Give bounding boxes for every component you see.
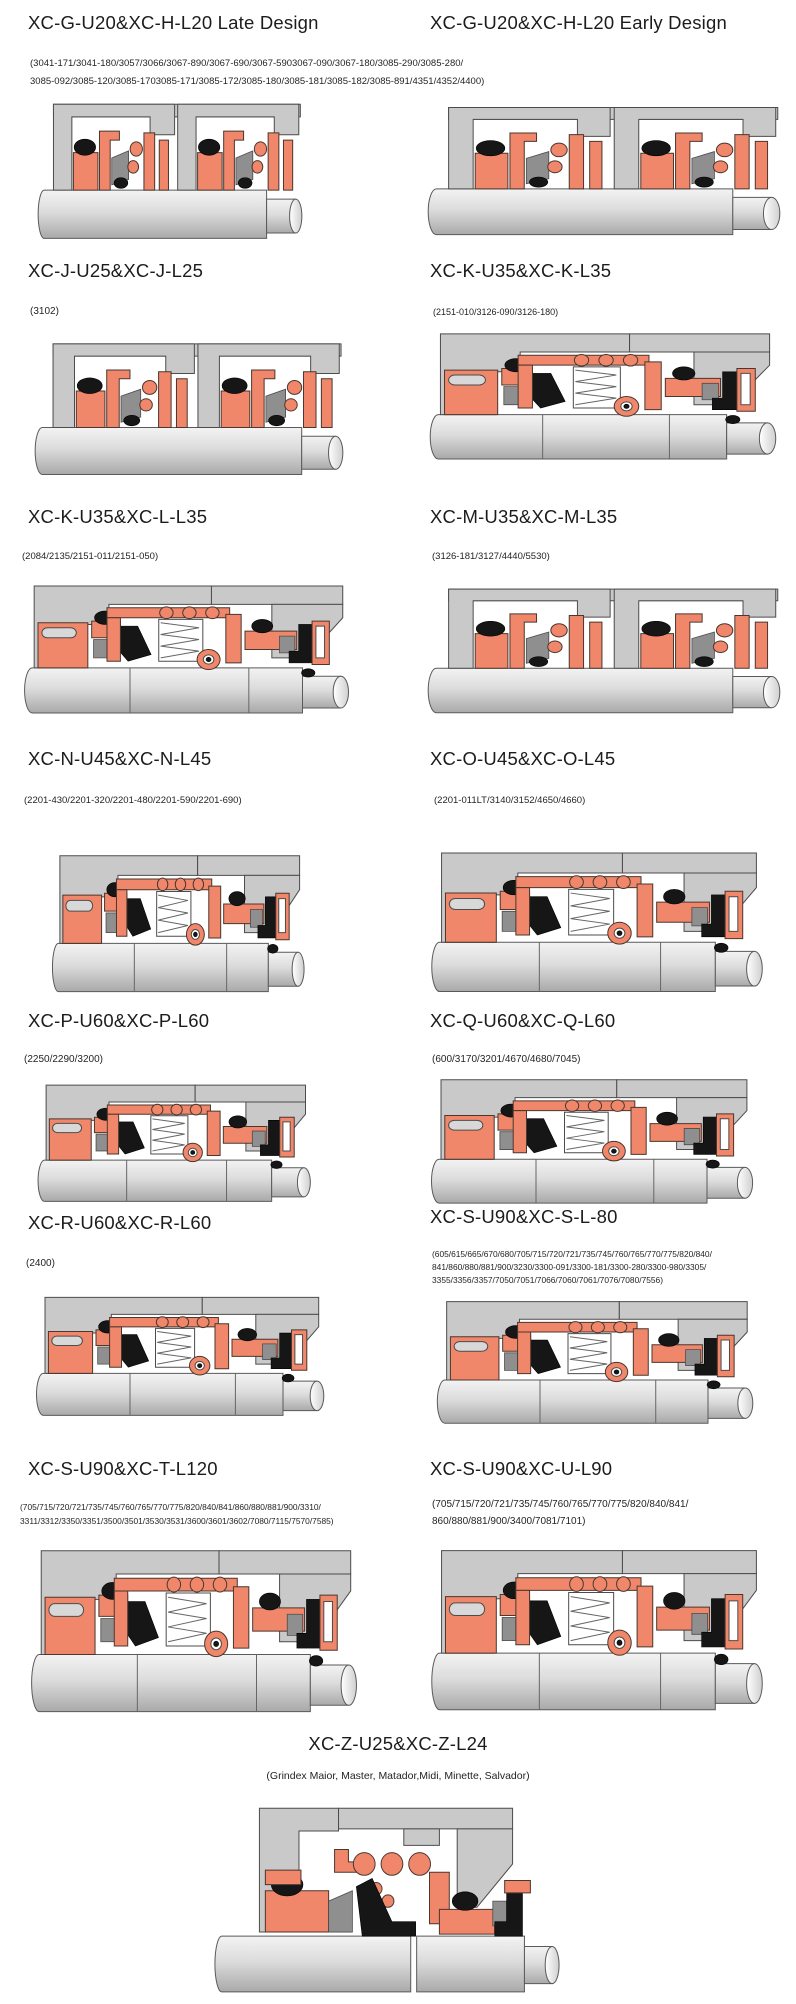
cross-section-drawing: [420, 324, 788, 464]
seal-cross-section-diagram: [420, 94, 788, 238]
seal-entry-title: XC-S-U90&XC-T-L120: [28, 1458, 218, 1479]
elastomer-seal: [526, 897, 561, 935]
cross-section-drawing: [422, 1538, 774, 1716]
drive-pin: [66, 900, 93, 911]
o-ring: [714, 1654, 728, 1664]
o-ring: [238, 178, 252, 189]
part-numbers-line: 860/880/881/900/3400/7081/7101): [432, 1516, 586, 1527]
elastomer-seal: [526, 1601, 561, 1645]
seal-face-ring: [569, 616, 583, 669]
cross-section-drawing: [422, 842, 774, 997]
seal-entry-part-numbers: [432, 1052, 580, 1067]
seal-entry-part-numbers: [30, 55, 484, 91]
seal-seat: [221, 391, 250, 428]
seal-cross-section-diagram: [422, 1538, 774, 1716]
elastomer-seal: [528, 373, 565, 408]
seal-entry-part-numbers: [434, 794, 585, 808]
shaft-shape: [432, 1653, 716, 1710]
seal-entry-part-numbers: [30, 304, 59, 320]
cross-section-drawing: [28, 330, 350, 478]
part-numbers-line: (2400): [26, 1258, 55, 1269]
o-ring: [664, 1592, 686, 1609]
seal-entry-title: XC-K-U35&XC-L-L35: [28, 506, 208, 527]
drive-pin: [52, 1336, 83, 1345]
o-ring: [476, 141, 505, 156]
seal-entry-part-numbers: [20, 1500, 334, 1528]
shaft-end-cap: [545, 1946, 559, 1983]
seal-seat: [198, 153, 223, 191]
cross-section-drawing: [420, 576, 788, 716]
shaft-end-cap: [737, 1167, 752, 1198]
shaft-end-cap: [747, 1664, 763, 1704]
cross-section-drawing: [208, 1800, 564, 1996]
seal-entry-part-numbers: [432, 550, 550, 564]
seal-cross-section-diagram: [45, 845, 313, 997]
drive-pin: [42, 628, 76, 638]
o-ring: [124, 415, 140, 425]
o-ring: [452, 1892, 478, 1911]
drive-pin: [449, 375, 486, 385]
seal-seat: [265, 1891, 328, 1932]
shaft-shape: [428, 189, 733, 235]
seal-entry-part-numbers: [24, 794, 242, 808]
o-ring: [664, 889, 686, 904]
o-ring: [114, 178, 128, 189]
drive-pin: [449, 1120, 483, 1130]
elastomer-seal: [115, 1122, 144, 1154]
o-ring: [672, 367, 694, 380]
o-ring: [77, 378, 102, 394]
shaft-shape: [25, 668, 303, 713]
part-numbers-line: 3085-092/3085-120/3085-1703085-171/3085-172/3085-180/3085-181/3085-182/3085-891/4351/4352/4400): [30, 76, 485, 87]
shaft-end-cap: [763, 676, 779, 707]
seal-entry-title: XC-G-U20&XC-H-L20 Late Design: [28, 12, 319, 33]
shaft-shape: [432, 1159, 708, 1203]
o-ring: [695, 177, 713, 187]
drive-pin: [454, 1342, 488, 1352]
o-ring: [476, 621, 505, 636]
seal-face-ring: [569, 135, 583, 189]
seal-face-ring: [144, 133, 155, 190]
part-numbers-line: (705/715/720/721/735/745/760/765/770/775/820/840/841/: [432, 1499, 689, 1510]
shaft-shape: [35, 428, 302, 475]
seal-face-ring: [268, 133, 279, 190]
shaft-end-cap: [763, 197, 779, 229]
part-numbers-line: (2201-011LT/3140/3152/4650/4660): [434, 795, 586, 806]
shaft-shape: [428, 668, 733, 712]
o-ring: [282, 1374, 294, 1382]
seal-entry-title: XC-Z-U25&XC-Z-L24: [308, 1733, 488, 1754]
seal-entry-part-numbers: [0, 1768, 796, 1784]
wedge: [329, 1891, 353, 1932]
part-numbers-line: (Grindex Maior, Master, Matador,Midi, Minette, Salvador): [266, 1770, 530, 1782]
o-ring: [222, 378, 247, 394]
seal-entry-title: XC-S-U90&XC-S-L-80: [430, 1206, 618, 1227]
cross-section-drawing: [45, 845, 313, 997]
seal-cross-section-diagram: [28, 1288, 334, 1420]
shaft-end-cap: [759, 423, 775, 454]
o-ring: [271, 1161, 282, 1169]
part-numbers-line: (3126-181/3127/4440/5530): [432, 551, 550, 562]
part-numbers-line: (600/3170/3201/4670/4680/7045): [432, 1054, 581, 1065]
seal-seat: [475, 153, 508, 189]
seal-entry-title: XC-P-U60&XC-P-L60: [28, 1010, 210, 1031]
drive-pin: [49, 1604, 84, 1617]
part-numbers-line: (705/715/720/721/735/745/760/765/770/775/820/840/841/860/880/881/900/3310/: [20, 1502, 321, 1512]
cross-section-drawing: [32, 90, 308, 242]
part-numbers-line: (2084/2135/2151-011/2151-050): [22, 551, 159, 562]
seal-seat: [73, 153, 98, 191]
shaft-shape: [432, 942, 716, 991]
shaft-end-cap: [341, 1665, 356, 1705]
seal-entry-title: XC-N-U45&XC-N-L45: [28, 748, 212, 769]
seal-entry-part-numbers: [22, 550, 158, 564]
shaft-end-cap: [747, 951, 763, 986]
o-ring: [642, 621, 671, 636]
seal-cross-section-diagram: [30, 1076, 320, 1206]
seal-entry-part-numbers: [26, 1256, 55, 1271]
seal-cross-section-diagram: [32, 90, 308, 242]
cross-section-drawing: [30, 1076, 320, 1206]
seal-entry-title: XC-Q-U60&XC-Q-L60: [430, 1010, 616, 1031]
o-ring: [229, 891, 245, 905]
drive-pin: [449, 899, 484, 910]
cross-section-drawing: [28, 1288, 334, 1420]
seal-entry-title: XC-S-U90&XC-U-L90: [430, 1458, 613, 1479]
seal-entry-title: XC-O-U45&XC-O-L45: [430, 748, 616, 769]
elastomer-seal: [124, 899, 151, 937]
o-ring: [642, 141, 671, 156]
seal-seat: [641, 634, 674, 669]
seal-face-ring: [303, 372, 316, 428]
part-numbers-line: (2201-430/2201-320/2201-480/2201-590/2201-690): [24, 795, 242, 806]
seal-cross-section-diagram: [428, 1292, 764, 1428]
o-ring: [238, 1328, 257, 1340]
o-ring: [268, 944, 278, 953]
o-ring: [695, 657, 713, 667]
elastomer-seal: [117, 626, 151, 661]
o-ring: [74, 139, 95, 155]
cross-section-drawing: [22, 1538, 368, 1718]
o-ring: [659, 1334, 680, 1347]
o-ring: [706, 1160, 719, 1168]
seal-entry-part-numbers: [24, 1052, 103, 1067]
o-ring: [309, 1656, 322, 1667]
part-numbers-line: (2250/2290/3200): [24, 1054, 103, 1065]
seal-cross-section-diagram: [22, 1538, 368, 1718]
cross-section-drawing: [428, 1292, 764, 1428]
seal-cross-section-diagram: [28, 330, 350, 478]
o-ring: [714, 943, 728, 952]
seal-cross-section-diagram: [15, 576, 360, 718]
elastomer-seal: [523, 1119, 557, 1153]
shaft-shape: [38, 190, 266, 238]
seal-cross-section-diagram: [208, 1800, 564, 1996]
shaft-shape: [437, 1380, 708, 1423]
elastomer-seal: [118, 1335, 149, 1368]
seal-entry-part-numbers: [433, 305, 558, 319]
shaft-end-cap: [297, 1168, 310, 1197]
shaft-shape: [430, 415, 726, 459]
drive-pin: [449, 1603, 484, 1616]
seal-seat: [76, 391, 105, 428]
o-ring: [252, 619, 273, 632]
shaft-end-cap: [292, 952, 304, 986]
part-numbers-line: (3102): [30, 306, 59, 317]
o-ring: [198, 139, 219, 155]
o-ring: [269, 415, 285, 425]
seal-cross-section-diagram: [420, 576, 788, 716]
shaft-end-cap: [738, 1388, 753, 1418]
elastomer-seal: [124, 1602, 159, 1646]
o-ring: [259, 1593, 280, 1610]
elastomer-seal: [527, 1340, 561, 1374]
drive-pin: [53, 1123, 82, 1132]
shaft-end-cap: [329, 436, 343, 469]
shaft-shape: [38, 1160, 272, 1201]
o-ring: [529, 177, 547, 187]
part-numbers-line: 841/860/880/881/900/3230/3300-091/3300-181/3300-280/3300-980/3305/: [432, 1262, 707, 1272]
seal-entry-title: XC-J-U25&XC-J-L25: [28, 260, 204, 281]
seal-entry-title: XC-M-U35&XC-M-L35: [430, 506, 618, 527]
shaft-end-cap: [290, 199, 302, 233]
o-ring: [229, 1116, 247, 1128]
seal-entry-part-numbers: [432, 1496, 688, 1530]
seal-cross-section-diagram: [422, 1070, 764, 1208]
cross-section-drawing: [422, 1070, 764, 1208]
seal-entry-title: XC-R-U60&XC-R-L60: [28, 1212, 212, 1233]
seal-cross-section-diagram: [422, 842, 774, 997]
part-numbers-line: (2151-010/3126-090/3126-180): [433, 307, 559, 317]
o-ring: [302, 669, 315, 677]
cross-section-drawing: [15, 576, 360, 718]
part-numbers-line: (3041-171/3041-180/3057/3066/3067-890/3067-690/3067-5903067-090/3067-180/3085-290/3085-280/: [30, 58, 464, 69]
seal-entry-title: XC-K-U35&XC-K-L35: [430, 260, 612, 281]
part-numbers-line: 3355/3356/3357/7050/7051/7066/7060/7061/7076/7080/7556): [432, 1275, 663, 1285]
o-ring: [707, 1381, 720, 1389]
part-numbers-line: 3311/3312/3350/3351/3500/3501/3530/3531/3600/3601/3602/7080/7115/7570/7585): [20, 1516, 334, 1526]
shaft-shape: [52, 943, 268, 991]
seal-seat: [475, 634, 508, 669]
seal-face-ring: [735, 616, 749, 669]
shaft-shape: [37, 1373, 284, 1415]
shaft-end-cap: [333, 676, 348, 708]
o-ring: [726, 415, 740, 423]
seal-face-ring: [735, 135, 749, 189]
cross-section-drawing: [420, 94, 788, 238]
seal-seat: [641, 153, 674, 189]
shaft-end-cap: [310, 1381, 324, 1411]
shaft-shape: [32, 1654, 311, 1711]
shaft-shape: [215, 1936, 411, 1992]
seal-entry-part-numbers: [432, 1248, 712, 1287]
seal-cross-section-diagram: [420, 324, 788, 464]
part-numbers-line: (605/615/665/670/680/705/715/720/721/735/745/760/765/770/775/820/840/: [432, 1249, 712, 1259]
seal-entry-title: XC-G-U20&XC-H-L20 Early Design: [430, 12, 727, 33]
o-ring: [529, 657, 547, 667]
o-ring: [657, 1112, 678, 1125]
seal-face-ring: [159, 372, 172, 428]
